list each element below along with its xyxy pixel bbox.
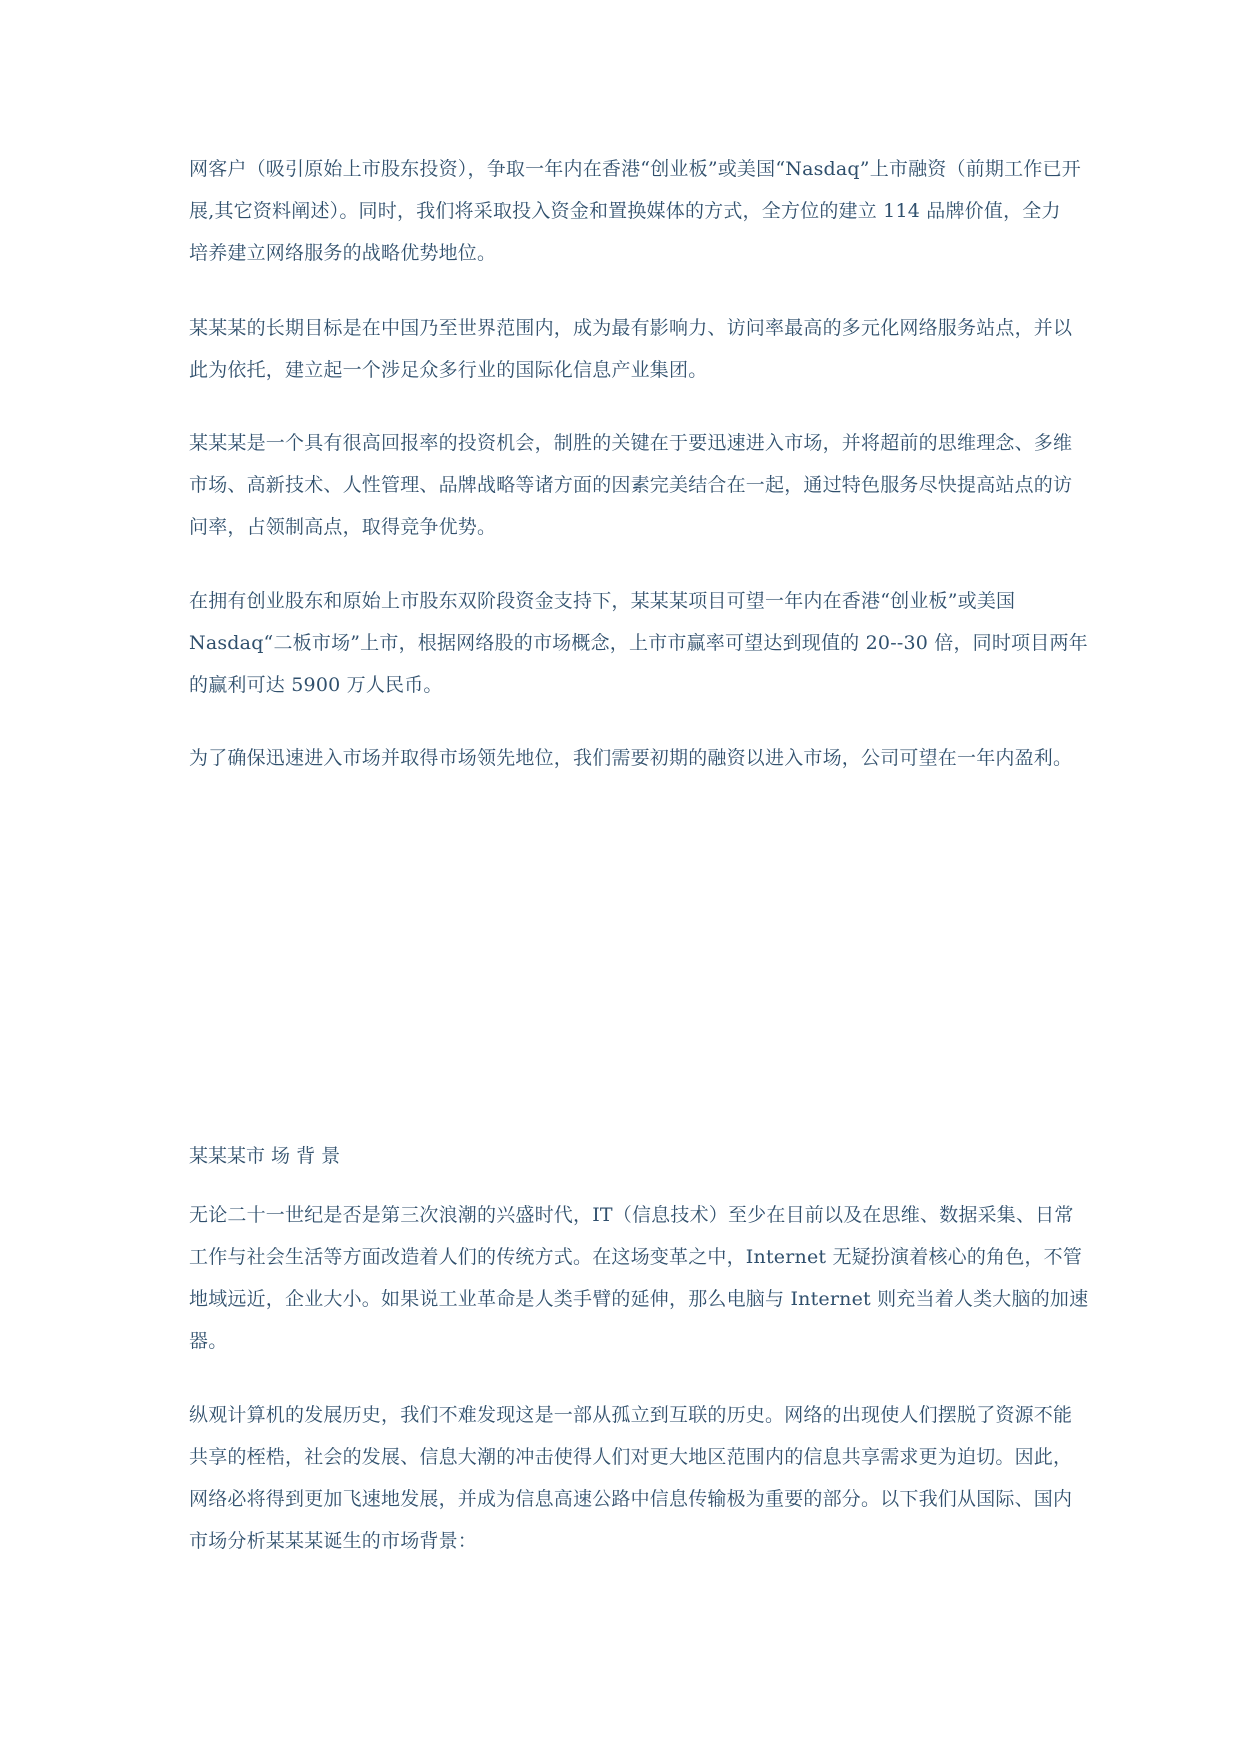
paragraph-market-entry — [189, 737, 1073, 779]
text-line: 此为依托，建立起一个涉足众多行业的国际化信息产业集团。 — [189, 359, 708, 381]
text-line: Nasdaq“二板市场”上市，根据网络股的市场概念，上市市赢率可望达到现值的 20--30 倍，同时项目两年 — [189, 632, 1088, 654]
section-heading: 某某某市 场 背 景 — [189, 1145, 341, 1167]
text-line: 地域远近，企业大小。如果说工业革命是人类手臂的延伸，那么电脑与 Internet 则充当着人类大脑的加速 — [189, 1288, 1089, 1310]
paragraph-long-term-goal — [189, 307, 1073, 391]
text-line: 的赢利可达 5900 万人民币。 — [189, 674, 443, 696]
text-line: 培养建立网络服务的战略优势地位。 — [189, 242, 497, 264]
text-line: 纵观计算机的发展历史，我们不难发现这是一部从孤立到互联的历史。网络的出现使人们摆脱了资源不能 — [189, 1404, 1073, 1426]
text-line: 共享的桎梏，社会的发展、信息大潮的冲击使得人们对更大地区范围内的信息共享需求更为迫切。因此， — [189, 1446, 1073, 1468]
text-line: 某某某是一个具有很高回报率的投资机会，制胜的关键在于要迅速进入市场，并将超前的思维理念、多维 — [189, 432, 1073, 454]
text-line: 展,其它资料阐述）。同时，我们将采取投入资金和置换媒体的方式，全方位的建立 114 品牌价值，全力 — [189, 200, 1061, 222]
text-line: 在拥有创业股东和原始上市股东双阶段资金支持下，某某某项目可望一年内在香港“创业板”或美国 — [189, 590, 1016, 612]
text-line: 工作与社会生活等方面改造着人们的传统方式。在这场变革之中，Internet 无疑扮演着核心的角色，不管 — [189, 1246, 1083, 1268]
text-line: 网络必将得到更加飞速地发展，并成为信息高速公路中信息传输极为重要的部分。以下我们从国际、国内 — [189, 1488, 1073, 1510]
paragraph-network-history — [189, 1394, 1073, 1562]
paragraph-financing-plan — [189, 148, 1081, 274]
paragraph-it-revolution — [189, 1194, 1089, 1362]
text-line: 市场、高新技术、人性管理、品牌战略等诸方面的因素完美结合在一起，通过特色服务尽快提高站点的访 — [189, 474, 1073, 496]
paragraph-listing-outlook — [189, 580, 1088, 706]
text-line: 为了确保迅速进入市场并取得市场领先地位，我们需要初期的融资以进入市场，公司可望在一年内盈利。 — [189, 747, 1073, 769]
text-line: 问率，占领制高点，取得竞争优势。 — [189, 516, 497, 538]
text-line: 某某某的长期目标是在中国乃至世界范围内，成为最有影响力、访问率最高的多元化网络服务站点，并以 — [189, 317, 1073, 339]
text-line: 网客户（吸引原始上市股东投资），争取一年内在香港“创业板”或美国“Nasdaq”上市融资（前期工作已开 — [189, 158, 1081, 180]
paragraph-investment-opportunity — [189, 422, 1073, 548]
text-line: 无论二十一世纪是否是第三次浪潮的兴盛时代，IT（信息技术）至少在目前以及在思维、数据采集、日常 — [189, 1204, 1074, 1226]
text-line: 器。 — [189, 1330, 228, 1352]
text-line: 市场分析某某某诞生的市场背景： — [189, 1530, 478, 1552]
